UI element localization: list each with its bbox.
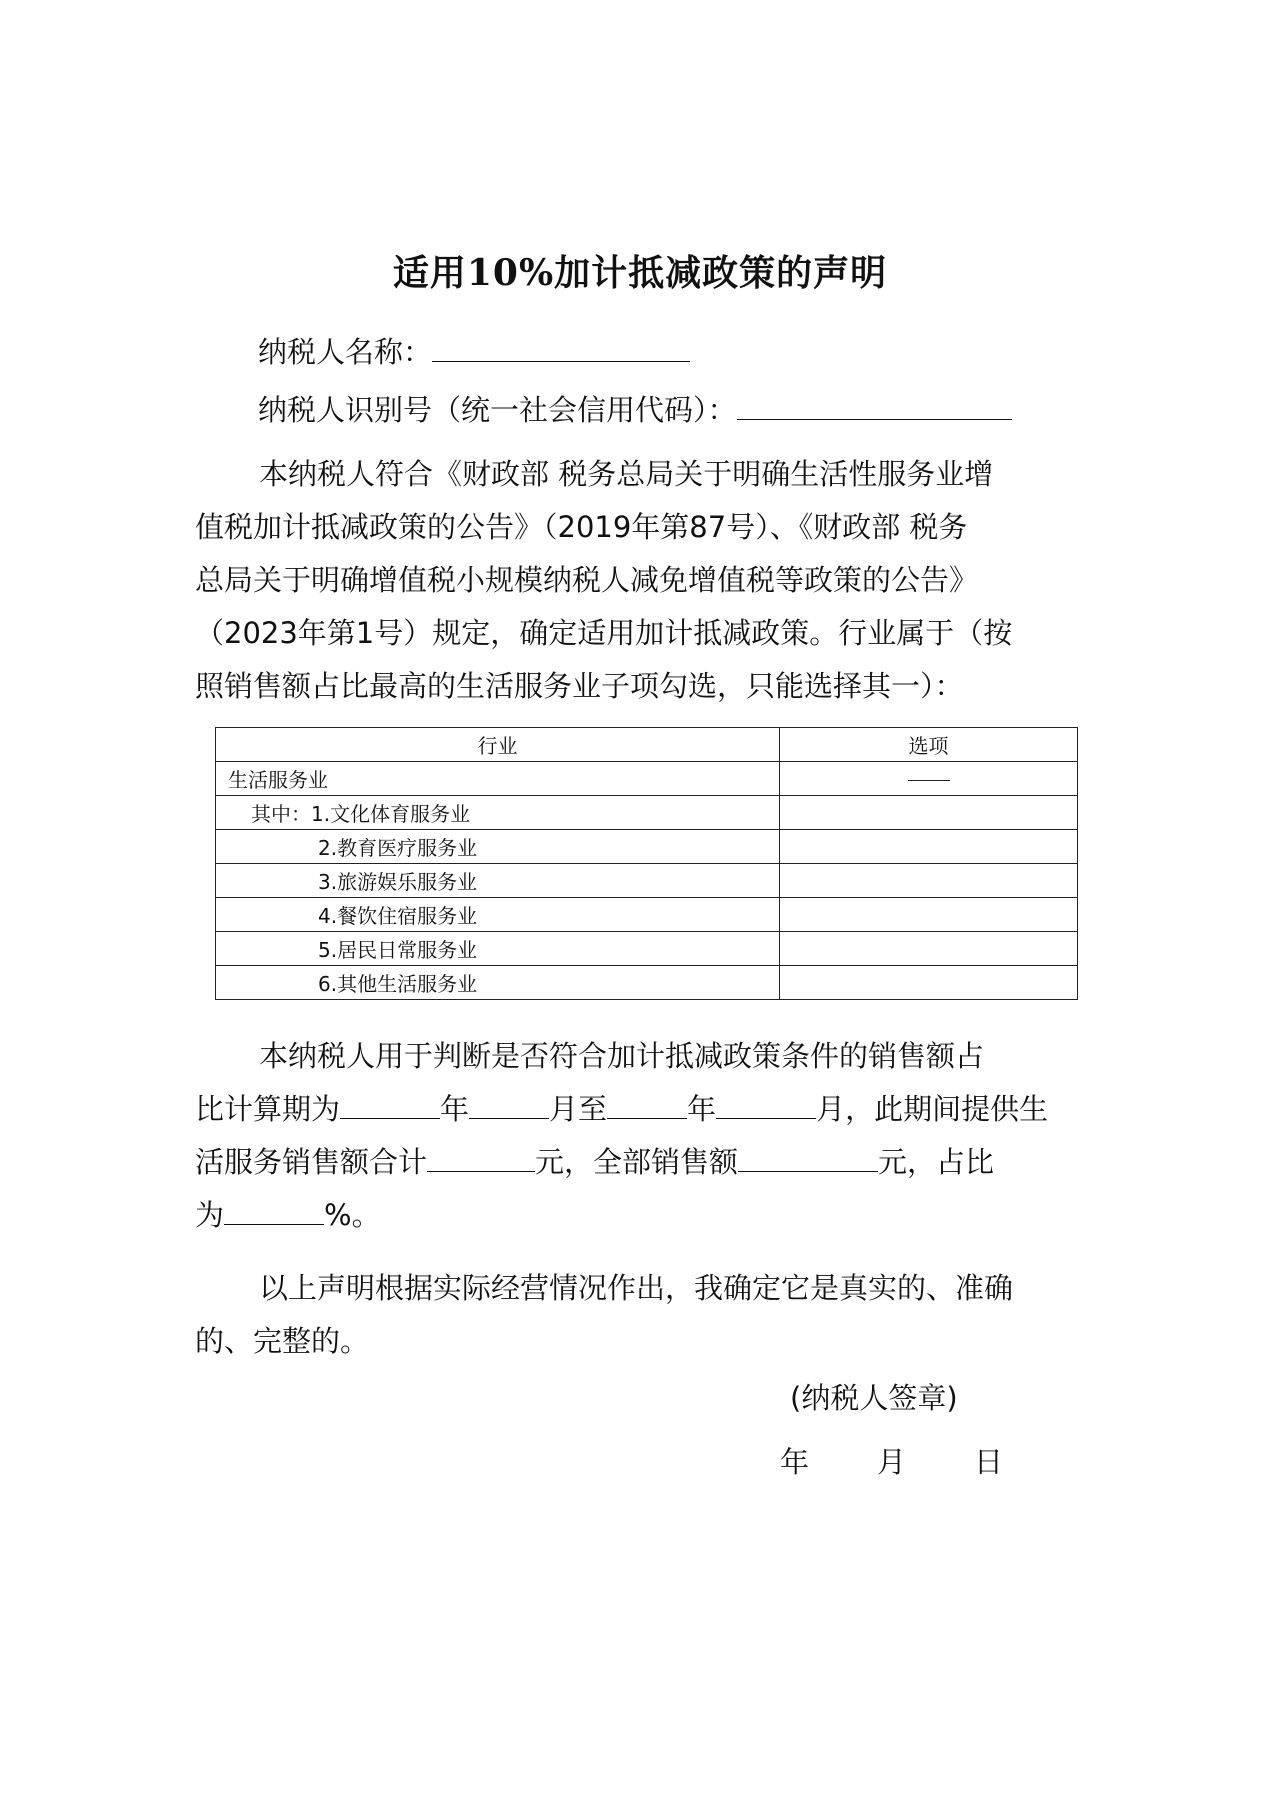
option-cell-na [780,762,1078,796]
taxpayer-id-row [258,388,1012,429]
intro-line: （2023年第1号）规定，确定适用加计抵减政策。行业属于（按 [195,616,1013,650]
option-cell[interactable] [780,898,1078,932]
industry-cell: 5.居民日常服务业 [216,932,780,966]
date-year-label: 年 [780,1445,810,1479]
table-header-row [216,728,1078,762]
taxpayer-name-field[interactable] [432,333,690,362]
table-row [216,864,1078,898]
period-line: 为 %。 [195,1198,381,1232]
industry-cell: 其中：1.文化体育服务业 [216,796,780,830]
intro-line: 本纳税人符合《财政部 税务总局关于明确生活性服务业增 [259,457,994,491]
date-day-label: 日 [974,1445,1004,1479]
period-line: 比计算期为 年 月至 年 月，此期间提供生 [195,1092,1049,1126]
industry-cell: 4.餐饮住宿服务业 [216,898,780,932]
header-option: 选项 [780,728,1078,762]
table-row [216,762,1078,796]
period-line: 活服务销售额合计 元，全部销售额 元，占比 [195,1145,995,1179]
period-paragraph [195,1030,1090,1242]
taxpayer-name-label: 纳税人名称： [258,335,433,369]
date-row [780,1440,1003,1481]
intro-line: 照销售额占比最高的生活服务业子项勾选，只能选择其一）： [195,669,964,703]
declaration-line: 以上声明根据实际经营情况作出，我确定它是真实的、准确 [259,1271,1014,1305]
option-cell[interactable] [780,796,1078,830]
date-month-label: 月 [877,1445,907,1479]
option-cell[interactable] [780,932,1078,966]
taxpayer-id-label: 纳税人识别号（统一社会信用代码）： [258,393,737,427]
option-cell[interactable] [780,864,1078,898]
header-industry: 行业 [216,728,780,762]
table-row [216,898,1078,932]
table-row [216,932,1078,966]
industry-parent-cell: 生活服务业 [216,762,780,796]
industry-table [215,727,1078,1000]
declaration-paragraph [195,1262,1090,1368]
industry-cell: 2.教育医疗服务业 [216,830,780,864]
total-sales-field[interactable] [738,1143,878,1172]
option-cell[interactable] [780,966,1078,1000]
declaration-line: 的、完整的。 [195,1324,370,1358]
intro-line: 总局关于明确增值税小规模纳税人减免增值税等政策的公告》 [195,563,979,597]
page-title: 适用10%加计抵减政策的声明 [392,252,888,294]
intro-line: 值税加计抵减政策的公告》（2019年第87号）、《财政部 税务 [195,510,968,544]
start-year-field[interactable] [340,1090,440,1119]
intro-paragraph [195,448,1090,713]
industry-cell: 6.其他生活服务业 [216,966,780,1000]
service-sales-field[interactable] [427,1143,535,1172]
period-line: 本纳税人用于判断是否符合加计抵减政策条件的销售额占 [259,1039,985,1073]
end-month-field[interactable] [716,1090,816,1119]
table-row [216,796,1078,830]
signature-label: (纳税人签章) [790,1381,958,1415]
option-cell[interactable] [780,830,1078,864]
end-year-field[interactable] [607,1090,687,1119]
industry-cell: 3.旅游娱乐服务业 [216,864,780,898]
taxpayer-id-field[interactable] [737,391,1012,420]
ratio-field[interactable] [224,1196,324,1225]
start-month-field[interactable] [469,1090,549,1119]
dash-mark [908,780,950,781]
taxpayer-name-row [258,330,690,371]
table-row [216,966,1078,1000]
table-row [216,830,1078,864]
